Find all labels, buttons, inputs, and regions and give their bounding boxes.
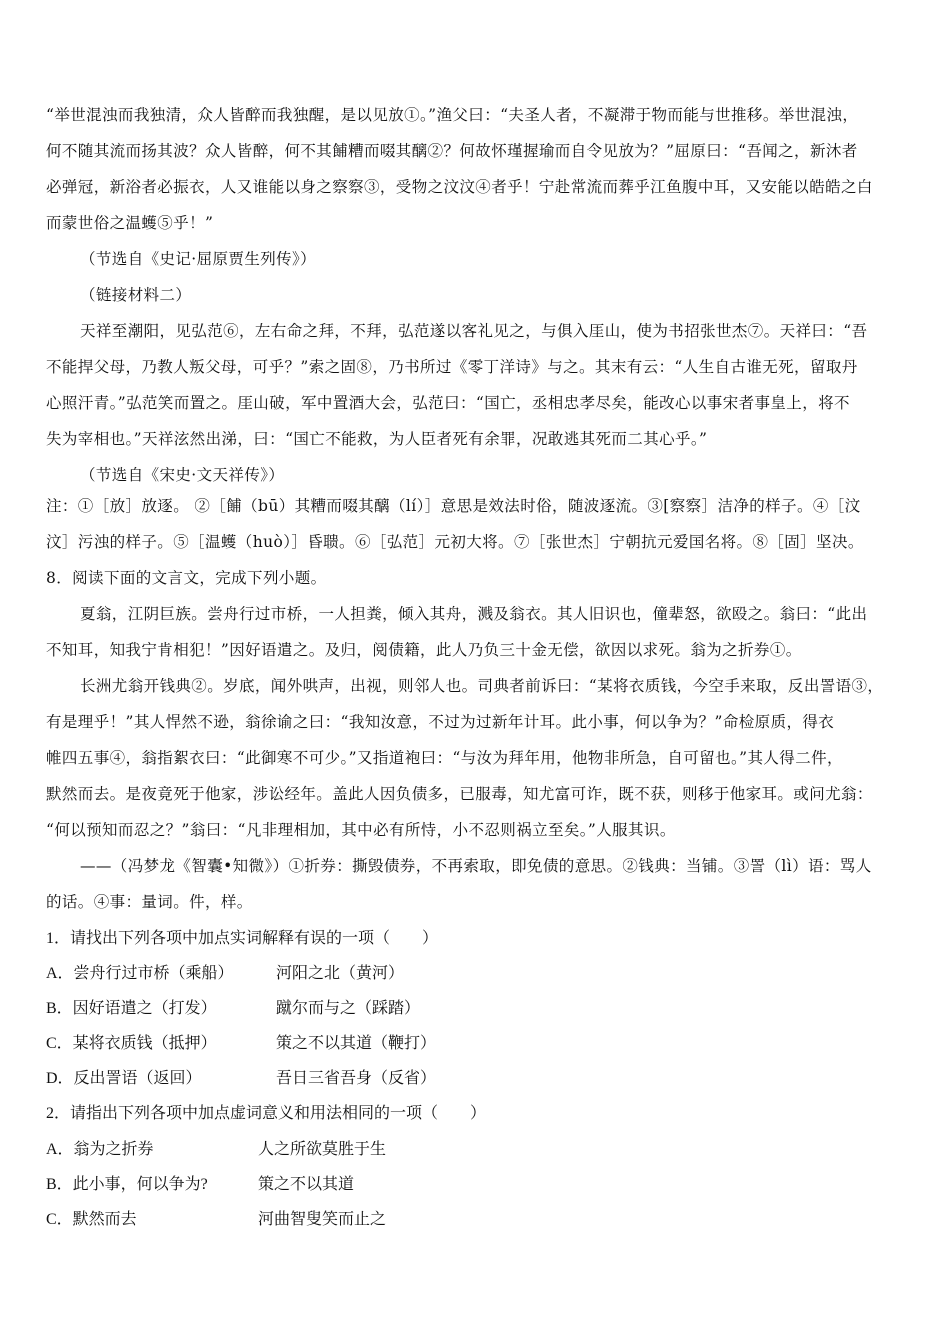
q2-option-a-left: A．翁为之折券 bbox=[46, 1141, 154, 1158]
q1-option-b-right: 蹴尔而与之（踩踏） bbox=[276, 1000, 421, 1017]
q1-option-d-right: 吾日三省吾身（反省） bbox=[276, 1070, 437, 1087]
material2-line-1: 天祥至潮阳，见弘范⑥，左右命之拜，不拜，弘范遂以客礼见之，与俱入厓山，使为书招张世杰⑦。天祥曰：“吾 bbox=[80, 322, 868, 340]
material2-line-2: 不能捍父母，乃教人叛父母，可乎？”索之固⑧，乃书所过《零丁洋诗》与之。其末有云：“人生自古谁无死，留取丹 bbox=[46, 358, 858, 376]
question8-para1-line-2: 不知耳，知我宁肯相犯！”因好语遣之。及归，阅债籍，此人乃负三十金无偿，欲因以求死。翁为之折券①。 bbox=[46, 641, 802, 659]
material1-line-2: 何不随其流而扬其波？众人皆醉，何不其餔糟而啜其醨②？何故怀瑾握瑜而自令见放为？”屈原曰：“吾闻之，新沐者 bbox=[46, 142, 858, 160]
material2-line-3: 心照汗青。”弘范笑而置之。厓山破，军中置酒大会，弘范曰：“国亡，丞相忠孝尽矣，能改心以事宋者事皇上，将不 bbox=[46, 394, 850, 412]
q1-option-a-left: A．尝舟行过市桥（乘船） bbox=[46, 965, 234, 982]
q2-option-b-right: 策之不以其道 bbox=[258, 1176, 355, 1193]
material2-line-4: 失为宰相也。”天祥泫然出涕，曰：“国亡不能救，为人臣者死有余罪，况敢逃其死而二其心乎。” bbox=[46, 430, 708, 448]
question8-para2-line-5: “何以预知而忍之？”翁曰：“凡非理相加，其中必有所恃，小不忍则祸立至矣。”人服其识。 bbox=[46, 821, 676, 839]
question8-title: 8．阅读下面的文言文，完成下列小题。 bbox=[46, 569, 327, 587]
question8-para2-line-3: 帷四五事④，翁指絮衣曰：“此御寒不可少。”又指道袍曰：“与汝为拜年用，他物非所急，自可留也。”其人得二件， bbox=[46, 749, 843, 767]
material2-source: （节选自《宋史·文天祥传》） bbox=[80, 466, 285, 484]
question8-para2-line-4: 默然而去。是夜竟死于他家，涉讼经年。盖此人因负债多，已服毒，知尤富可诈，既不获，则移于他家耳。或问尤翁： bbox=[46, 785, 873, 803]
question8-para2-line-1: 长洲尤翁开钱典②。岁底，闻外哄声，出视，则邻人也。司典者前诉曰：“某将衣质钱，今空手来取，反出詈语③， bbox=[80, 677, 884, 695]
q2-stem: 2．请指出下列各项中加点虚词意义和用法相同的一项（ ） bbox=[46, 1105, 487, 1122]
q1-option-c-right: 策之不以其道（鞭打） bbox=[276, 1035, 437, 1052]
material1-line-4: 而蒙世俗之温蠖⑤乎！” bbox=[46, 214, 214, 232]
q1-option-b-left: B．因好语遣之（打发） bbox=[46, 1000, 217, 1017]
question8-source-line-1: ——（冯梦龙《智囊•知微》）①折券：撕毁债券，不再索取，即免债的意思。②钱典：当铺。③詈（lì）语：骂人 bbox=[80, 857, 872, 875]
material1-line-1: “举世混浊而我独清，众人皆醉而我独醒，是以见放①。”渔父曰：“夫圣人者，不凝滞于物而能与世推移。举世混浊， bbox=[46, 106, 859, 124]
q1-option-d-left: D．反出詈语（返回） bbox=[46, 1070, 202, 1087]
material1-line-3: 必弹冠，新浴者必振衣，人又谁能以身之察察③，受物之汶汶④者乎！宁赴常流而葬乎江鱼腹中耳，又安能以皓皓之白 bbox=[46, 178, 873, 196]
q2-option-c-right: 河曲智叟笑而止之 bbox=[258, 1211, 387, 1228]
question8-para1-line-1: 夏翁，江阴巨族。尝舟行过市桥，一人担粪，倾入其舟，溅及翁衣。其人旧识也，僮辈怒，欲殴之。翁曰：“此出 bbox=[80, 605, 868, 623]
q2-option-b-left: B．此小事，何以争为? bbox=[46, 1176, 208, 1193]
q2-option-a-right: 人之所欲莫胜于生 bbox=[258, 1141, 387, 1158]
q1-stem: 1．请找出下列各项中加点实词解释有误的一项（ ） bbox=[46, 930, 439, 947]
material1-source: （节选自《史记·屈原贾生列传》） bbox=[80, 250, 317, 268]
material2-heading: （链接材料二） bbox=[80, 286, 192, 304]
question8-source-line-2: 的话。④事：量词。件，样。 bbox=[46, 893, 253, 911]
q1-option-c-left: C．某将衣质钱（抵押） bbox=[46, 1035, 217, 1052]
notes-line-2: 汶］污浊的样子。⑤［温蠖（huò）］昏聩。⑥［弘范］元初大将。⑦［张世杰］宁朝抗元爱国名将。⑧［固］坚决。 bbox=[46, 533, 864, 551]
notes-line-1: 注：①［放］放逐。 ②［餔（bū）其糟而啜其醨（lí）］意思是效法时俗，随波逐流。③[察察］洁净的样子。④［汶 bbox=[46, 497, 861, 515]
question8-para2-line-2: 有是理乎！”其人悍然不逊，翁徐谕之曰：“我知汝意，不过为过新年计耳。此小事，何以争为？”命检原质，得衣 bbox=[46, 713, 835, 731]
q1-option-a-right: 河阳之北（黄河） bbox=[276, 965, 405, 982]
q2-option-c-left: C．默然而去 bbox=[46, 1211, 137, 1228]
